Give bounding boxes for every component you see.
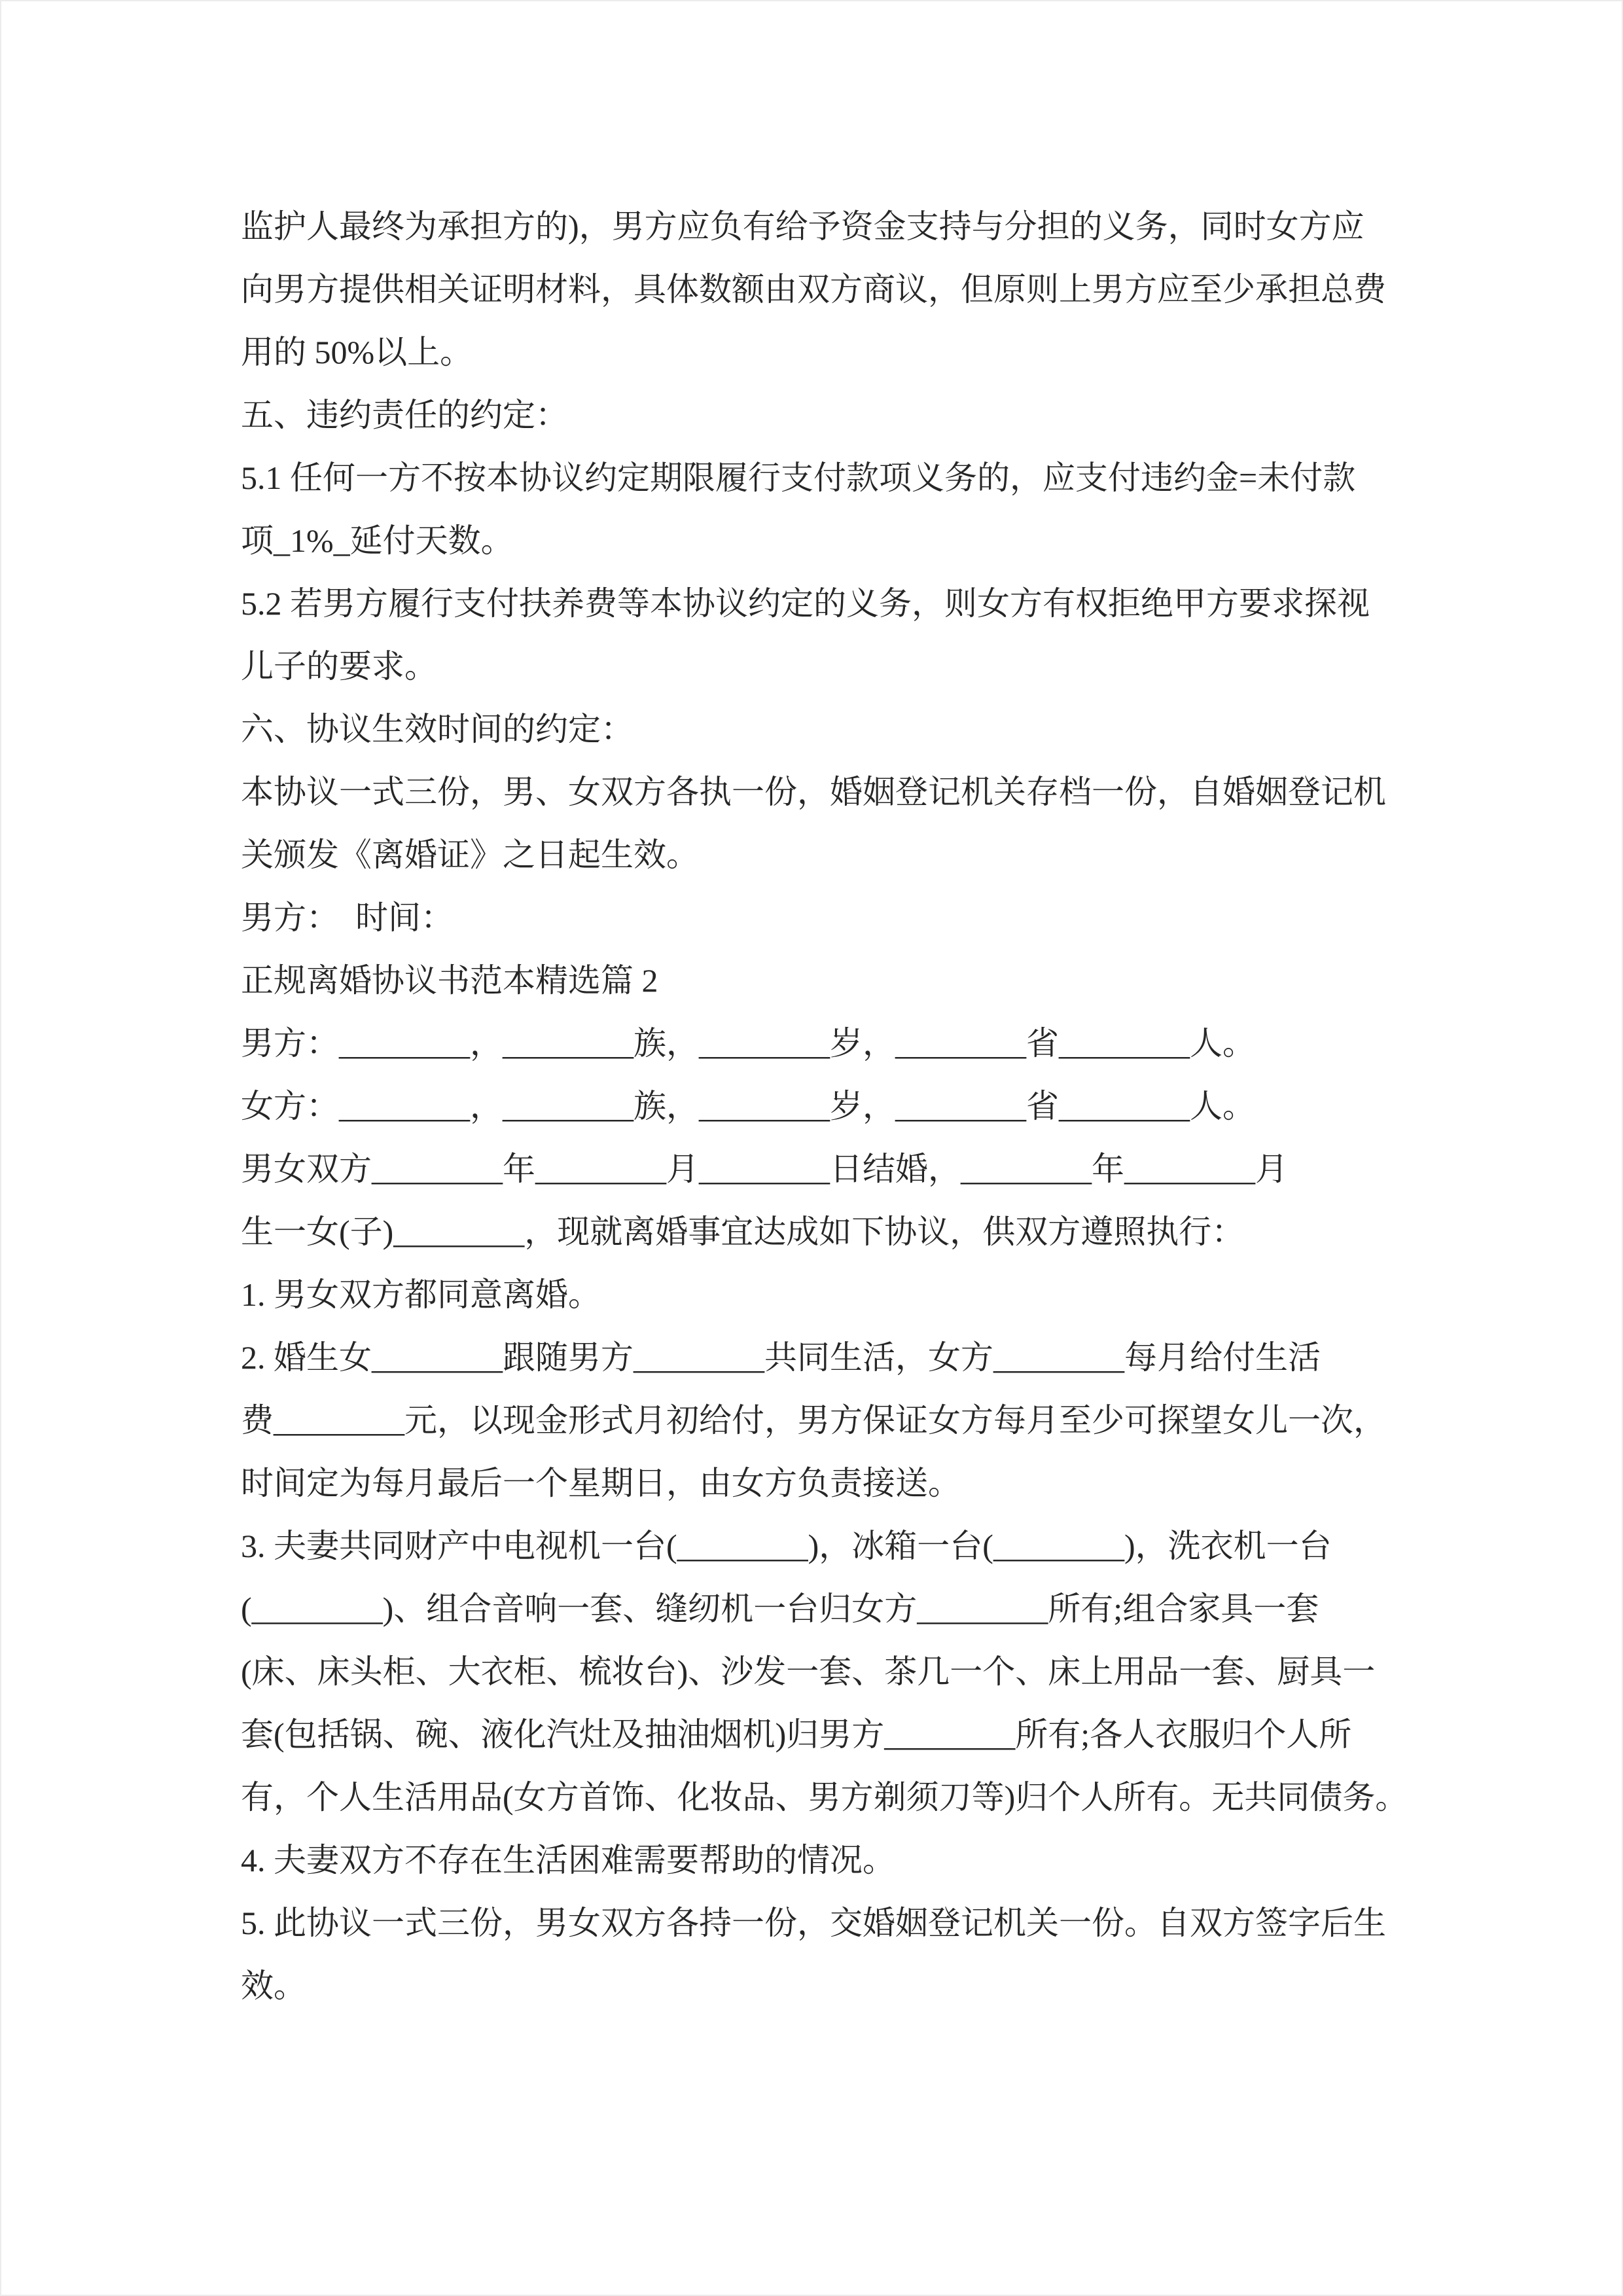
text-line: 5.2 若男方履行支付扶养费等本协议约定的义务，则女方有权拒绝甲方要求探视 bbox=[241, 585, 1370, 622]
text-line: 用的 50%以上。 bbox=[241, 334, 473, 370]
text-line: 费________元，以现金形式月初给付，男方保证女方每月至少可探望女儿一次， bbox=[241, 1402, 1386, 1439]
text-line: (床、床头柜、大衣柜、梳妆台)、沙发一套、茶几一个、床上用品一套、厨具一 bbox=[241, 1653, 1376, 1690]
template-title: 正规离婚协议书范本精选篇 2 bbox=[241, 962, 658, 999]
text-line: 监护人最终为承担方的)，男方应负有给予资金支持与分担的义务，同时女方应 bbox=[241, 208, 1364, 245]
section-heading: 六、协议生效时间的约定： bbox=[241, 711, 633, 747]
text-line: 关颁发《离婚证》之日起生效。 bbox=[241, 836, 699, 873]
text-line: 4. 夫妻双方不存在生活困难需要帮助的情况。 bbox=[241, 1842, 895, 1878]
text-line: 时间定为每月最后一个星期日，由女方负责接送。 bbox=[241, 1465, 961, 1501]
text-line: 套(包括锅、碗、液化汽灶及抽油烟机)归男方________所有;各人衣服归个人所 bbox=[241, 1716, 1352, 1753]
text-line: 男方：________，________族，________岁，________省________人。 bbox=[241, 1025, 1255, 1062]
text-line: 效。 bbox=[241, 1967, 306, 2004]
text-line: 有，个人生活用品(女方首饰、化妆品、男方剃须刀等)归个人所有。无共同债务。 bbox=[241, 1779, 1408, 1816]
section-heading: 五、违约责任的约定： bbox=[241, 397, 568, 433]
text-line: 3. 夫妻共同财产中电视机一台(________)，冰箱一台(________)，洗衣机一台 bbox=[241, 1528, 1332, 1564]
text-line: 生一女(子)________，现就离婚事宜达成如下协议，供双方遵照执行： bbox=[241, 1213, 1245, 1250]
text-line: 本协议一式三份，男、女双方各执一份，婚姻登记机关存档一份，自婚姻登记机 bbox=[241, 774, 1386, 810]
document-body bbox=[241, 195, 1414, 2017]
text-line: 男女双方________年________月________日结婚，________年________月 bbox=[241, 1151, 1288, 1187]
text-line: 1. 男女双方都同意离婚。 bbox=[241, 1276, 601, 1313]
text-line: 5. 此协议一式三份，男女双方各持一份，交婚姻登记机关一份。自双方签字后生 bbox=[241, 1905, 1386, 1941]
text-line: 项_1%_延付天数。 bbox=[241, 522, 514, 559]
text-line: 2. 婚生女________跟随男方________共同生活，女方________每月给付生活 bbox=[241, 1339, 1321, 1376]
signature-line: 男方： 时间： bbox=[241, 899, 454, 936]
text-line: 女方：________，________族，________岁，________省________人。 bbox=[241, 1088, 1255, 1124]
text-line: (________)、组合音响一套、缝纫机一台归女方________所有;组合家具一套 bbox=[241, 1590, 1319, 1627]
text-line: 5.1 任何一方不按本协议约定期限履行支付款项义务的，应支付违约金=未付款 bbox=[241, 459, 1356, 496]
text-line: 儿子的要求。 bbox=[241, 648, 437, 685]
text-line: 向男方提供相关证明材料，具体数额由双方商议，但原则上男方应至少承担总费 bbox=[241, 271, 1386, 308]
